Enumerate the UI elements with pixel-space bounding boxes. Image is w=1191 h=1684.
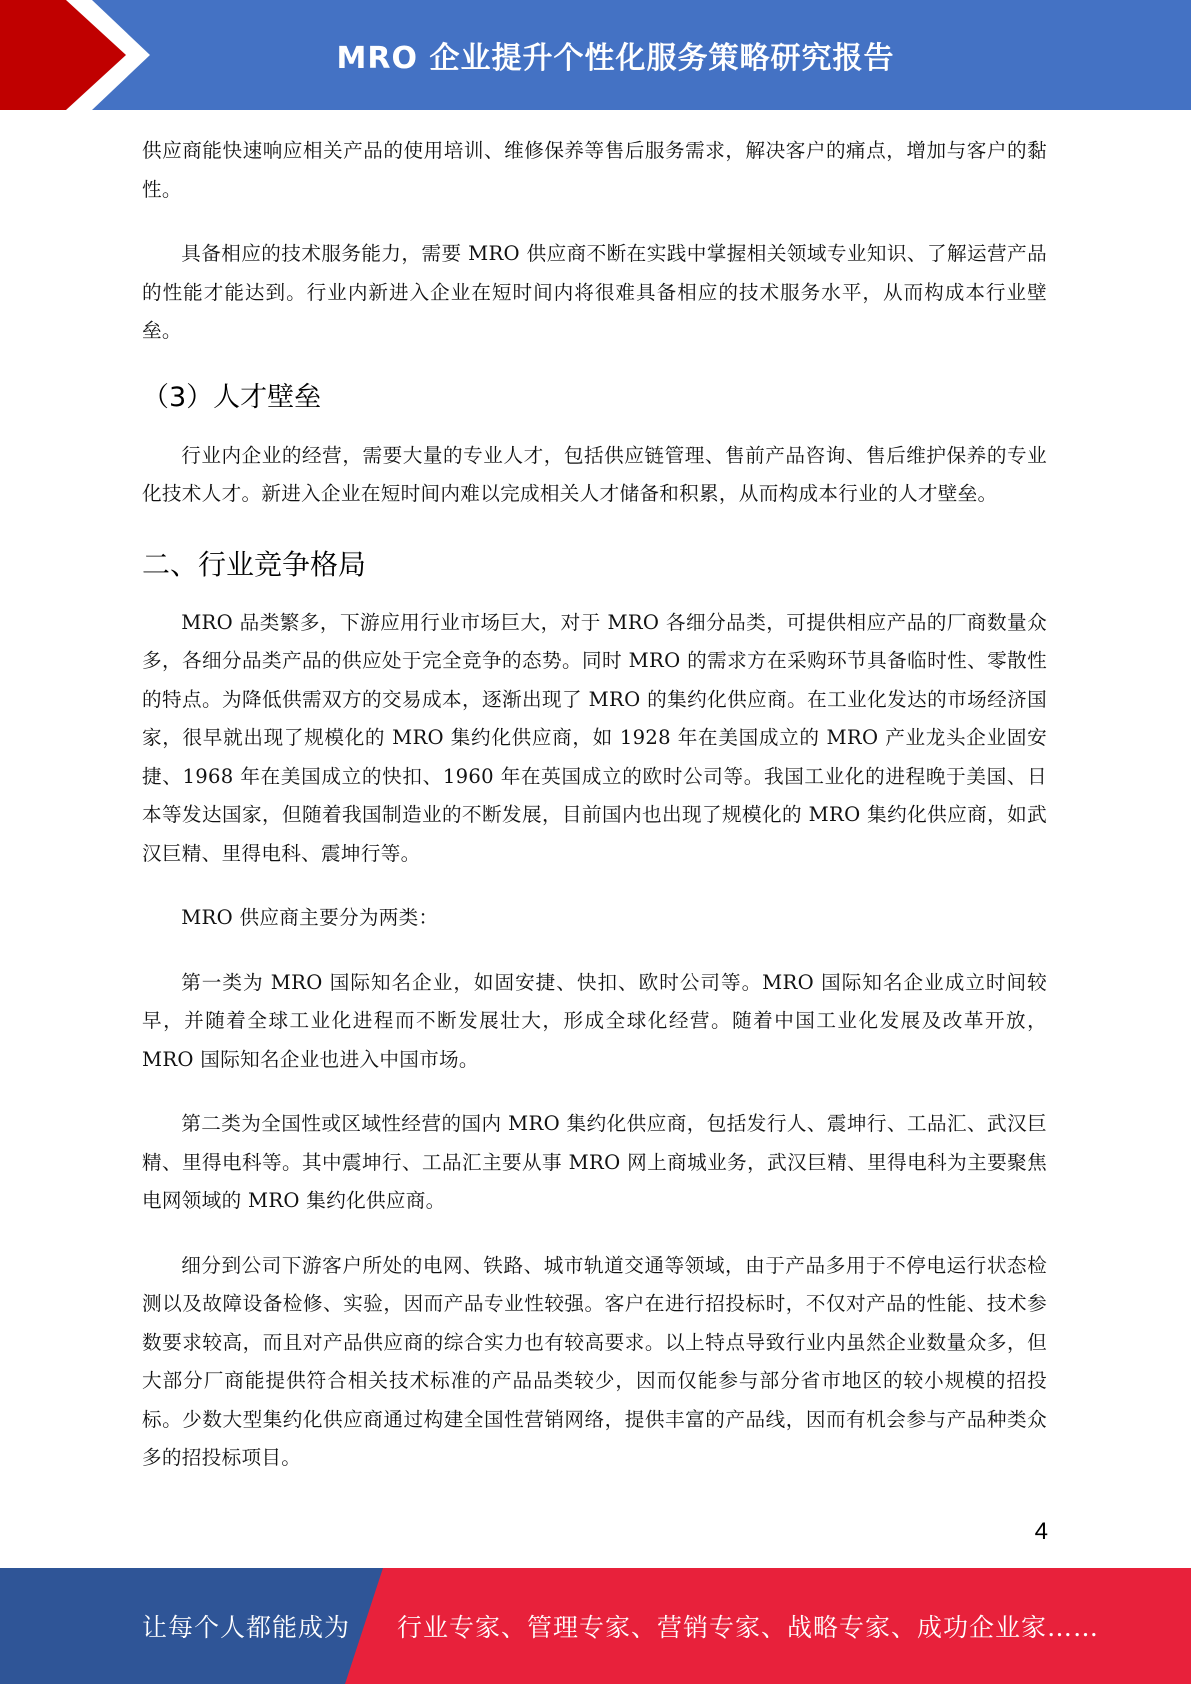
body-paragraph: MRO 供应商主要分为两类： bbox=[181, 906, 439, 929]
footer-slogan-left: 让每个人都能成为 bbox=[142, 1613, 351, 1642]
section-heading: 二、行业竞争格局 bbox=[142, 547, 367, 581]
body-paragraph: 行业内企业的经营，需要大量的专业人才，包括供应链管理、售前产品咨询、售后维护保养的专业化技术人才。新进入企业在短时间内难以完成相关人才储备和积累，从而构成本行业的人才壁垒。 bbox=[142, 443, 1047, 505]
page-number: 4 bbox=[1034, 1518, 1048, 1545]
body-paragraph: 供应商能快速响应相关产品的使用培训、维修保养等售后服务需求，解决客户的痛点，增加与客户的黏性。 bbox=[142, 139, 1047, 201]
footer-slogan-right: 行业专家、管理专家、营销专家、战略专家、成功企业家…… bbox=[397, 1613, 1100, 1642]
body-paragraph: 具备相应的技术服务能力，需要 MRO 供应商不断在实践中掌握相关领域专业知识、了解运营产品的性能才能达到。行业内新进入企业在短时间内将很难具备相应的技术服务水平，从而构成本行业壁垒。 bbox=[142, 242, 1047, 342]
body-paragraph: MRO 品类繁多，下游应用行业市场巨大，对于 MRO 各细分品类，可提供相应产品的厂商数量众多，各细分品类产品的供应处于完全竞争的态势。同时 MRO 的需求方在采购环节具备临时性、零散性的特点。为降低供需双方的交易成本，逐渐出现了 MRO 的集约化供应商。在工业化发达的市场经济国家，很早就出现了规模化的 MRO 集约化供应商，如 1928 年在美国成立的 MRO 产业龙头企业固安捷、1968 年在美国成立的快扣、1960 年在英国成立的欧时公司等。我国工业化的进程晚于美国、日本等发达国家，但随着我国制造业的不断发展，目前国内也出现了规模化的 MRO 集约化供应商，如武汉巨精、里得电科、震坤行等。 bbox=[142, 610, 1047, 865]
page-header bbox=[0, 0, 1191, 110]
report-title: MRO 企业提升个性化服务策略研究报告 bbox=[336, 41, 895, 76]
document-body bbox=[142, 132, 1047, 1504]
body-paragraph: 第一类为 MRO 国际知名企业，如固安捷、快扣、欧时公司等。MRO 国际知名企业成立时间较早，并随着全球工业化进程而不断发展壮大，形成全球化经营。随着中国工业化发展及改革开放，MRO 国际知名企业也进入中国市场。 bbox=[142, 970, 1047, 1071]
section-subheading: （3）人才壁垒 bbox=[142, 381, 322, 413]
page-footer bbox=[0, 1568, 1191, 1684]
body-paragraph: 第二类为全国性或区域性经营的国内 MRO 集约化供应商，包括发行人、震坤行、工品汇、武汉巨精、里得电科等。其中震坤行、工品汇主要从事 MRO 网上商城业务，武汉巨精、里得电科为主要聚焦电网领域的 MRO 集约化供应商。 bbox=[142, 1112, 1047, 1212]
body-paragraph: 细分到公司下游客户所处的电网、铁路、城市轨道交通等领域，由于产品多用于不停电运行状态检测以及故障设备检修、实验，因而产品专业性较强。客户在进行招投标时，不仅对产品的性能、技术参数要求较高，而且对产品供应商的综合实力也有较高要求。以上特点导致行业内虽然企业数量众多，但大部分厂商能提供符合相关技术标准的产品品类较少，因而仅能参与部分省市地区的较小规模的招投标。少数大型集约化供应商通过构建全国性营销网络，提供丰富的产品线，因而有机会参与产品种类众多的招投标项目。 bbox=[142, 1253, 1047, 1469]
